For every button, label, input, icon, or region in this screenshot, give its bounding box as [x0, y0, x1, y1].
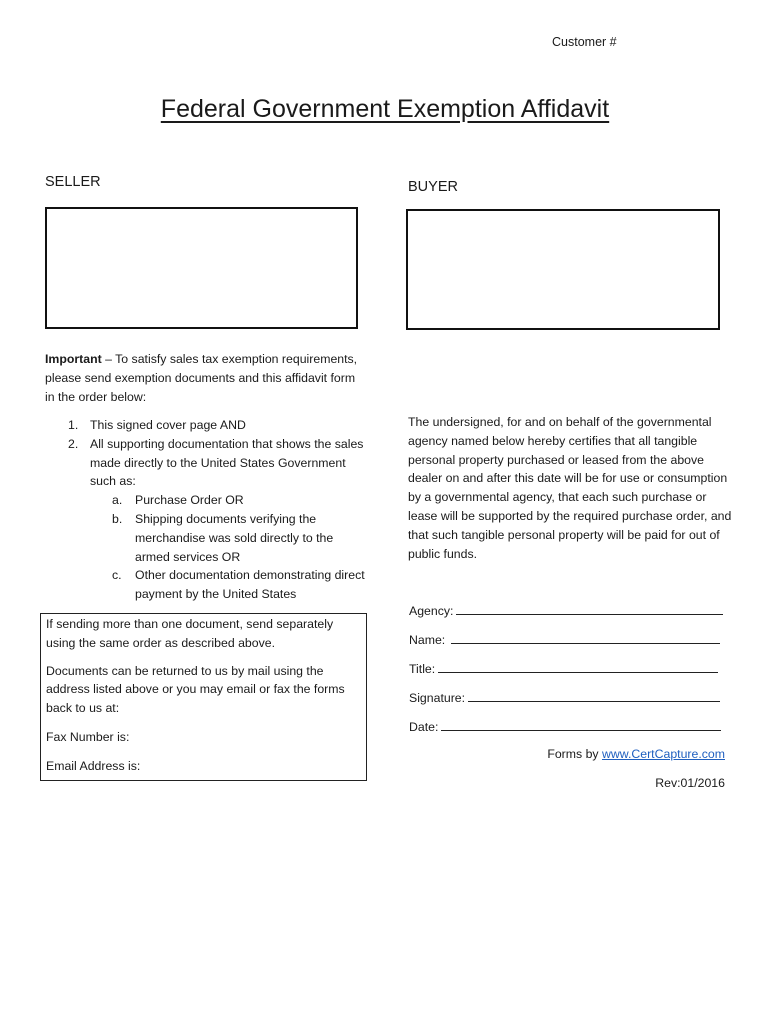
- sub-list-text: Purchase Order OR: [135, 493, 244, 508]
- sub-list-letter: b.: [112, 511, 123, 526]
- sub-list-item: [90, 510, 365, 566]
- forms-by-credit: [547, 747, 725, 761]
- revision-label: Rev:01/2016: [655, 776, 725, 790]
- sub-list-text: Other documentation demonstrating direct payment by the United States: [135, 568, 365, 602]
- signature-label: Signature:: [409, 691, 466, 705]
- date-label: Date:: [409, 720, 439, 734]
- title-field: [409, 660, 718, 676]
- important-text: – To satisfy sales tax exemption requirements, please send exemption documents and this affidavit form in the order below:: [45, 352, 358, 404]
- list-number: 2.: [68, 436, 79, 451]
- important-label: Important: [45, 352, 102, 366]
- title-label: Title:: [409, 662, 436, 676]
- certcapture-link[interactable]: www.CertCapture.com: [601, 747, 725, 761]
- buyer-info-box[interactable]: [406, 209, 720, 330]
- supporting-docs-list: [90, 491, 365, 604]
- multiple-docs-note: If sending more than one document, send separately using the same order as described above.: [46, 617, 334, 650]
- list-item-text: This signed cover page AND: [90, 418, 246, 432]
- seller-info-box[interactable]: [45, 207, 358, 329]
- signature-field: [409, 689, 720, 705]
- return-instructions-box: [40, 613, 367, 781]
- name-label: Name:: [409, 633, 446, 647]
- list-number: 1.: [68, 418, 79, 432]
- document-order-list: [45, 416, 365, 604]
- name-input-line[interactable]: [451, 631, 720, 644]
- sub-list-letter: a.: [112, 493, 123, 508]
- customer-number-label: Customer #: [552, 35, 617, 49]
- list-item: [45, 435, 365, 604]
- signature-input-line[interactable]: [468, 689, 720, 702]
- email-address-label: Email Address is:: [46, 758, 141, 773]
- certification-statement: The undersigned, for and on behalf of the governmental agency named below hereby certifies that all tangible personal property purchased or leased from the above dealer on and after this date will be for use or consumption by a governmental agency, that each such purchase or lease will be supported by the required purchase order, and that such tangible personal property will be paid for out of public funds.: [408, 415, 732, 561]
- sub-list-letter: c.: [112, 568, 122, 583]
- title-input-line[interactable]: [438, 660, 718, 673]
- sub-list-item: [90, 566, 365, 604]
- sub-list-item: [90, 491, 365, 510]
- list-item: [45, 416, 365, 435]
- name-field: [409, 631, 720, 647]
- agency-input-line[interactable]: [456, 602, 723, 615]
- agency-label: Agency:: [409, 604, 454, 618]
- forms-by-text: Forms by: [547, 747, 602, 761]
- important-note: [45, 350, 360, 406]
- sub-list-text: Shipping documents verifying the merchandise was sold directly to the armed services OR: [135, 511, 334, 564]
- date-field: [409, 718, 721, 734]
- agency-field: [409, 602, 723, 618]
- fax-number-label: Fax Number is:: [46, 729, 130, 744]
- seller-label: SELLER: [45, 174, 101, 190]
- page-title: Federal Government Exemption Affidavit: [160, 95, 610, 123]
- buyer-label: BUYER: [408, 179, 458, 195]
- list-item-text: All supporting documentation that shows the sales made directly to the United States Government such as:: [90, 436, 364, 489]
- date-input-line[interactable]: [441, 718, 721, 731]
- return-method-note: Documents can be returned to us by mail using the address listed above or you may email or fax the forms back to us at:: [46, 663, 345, 716]
